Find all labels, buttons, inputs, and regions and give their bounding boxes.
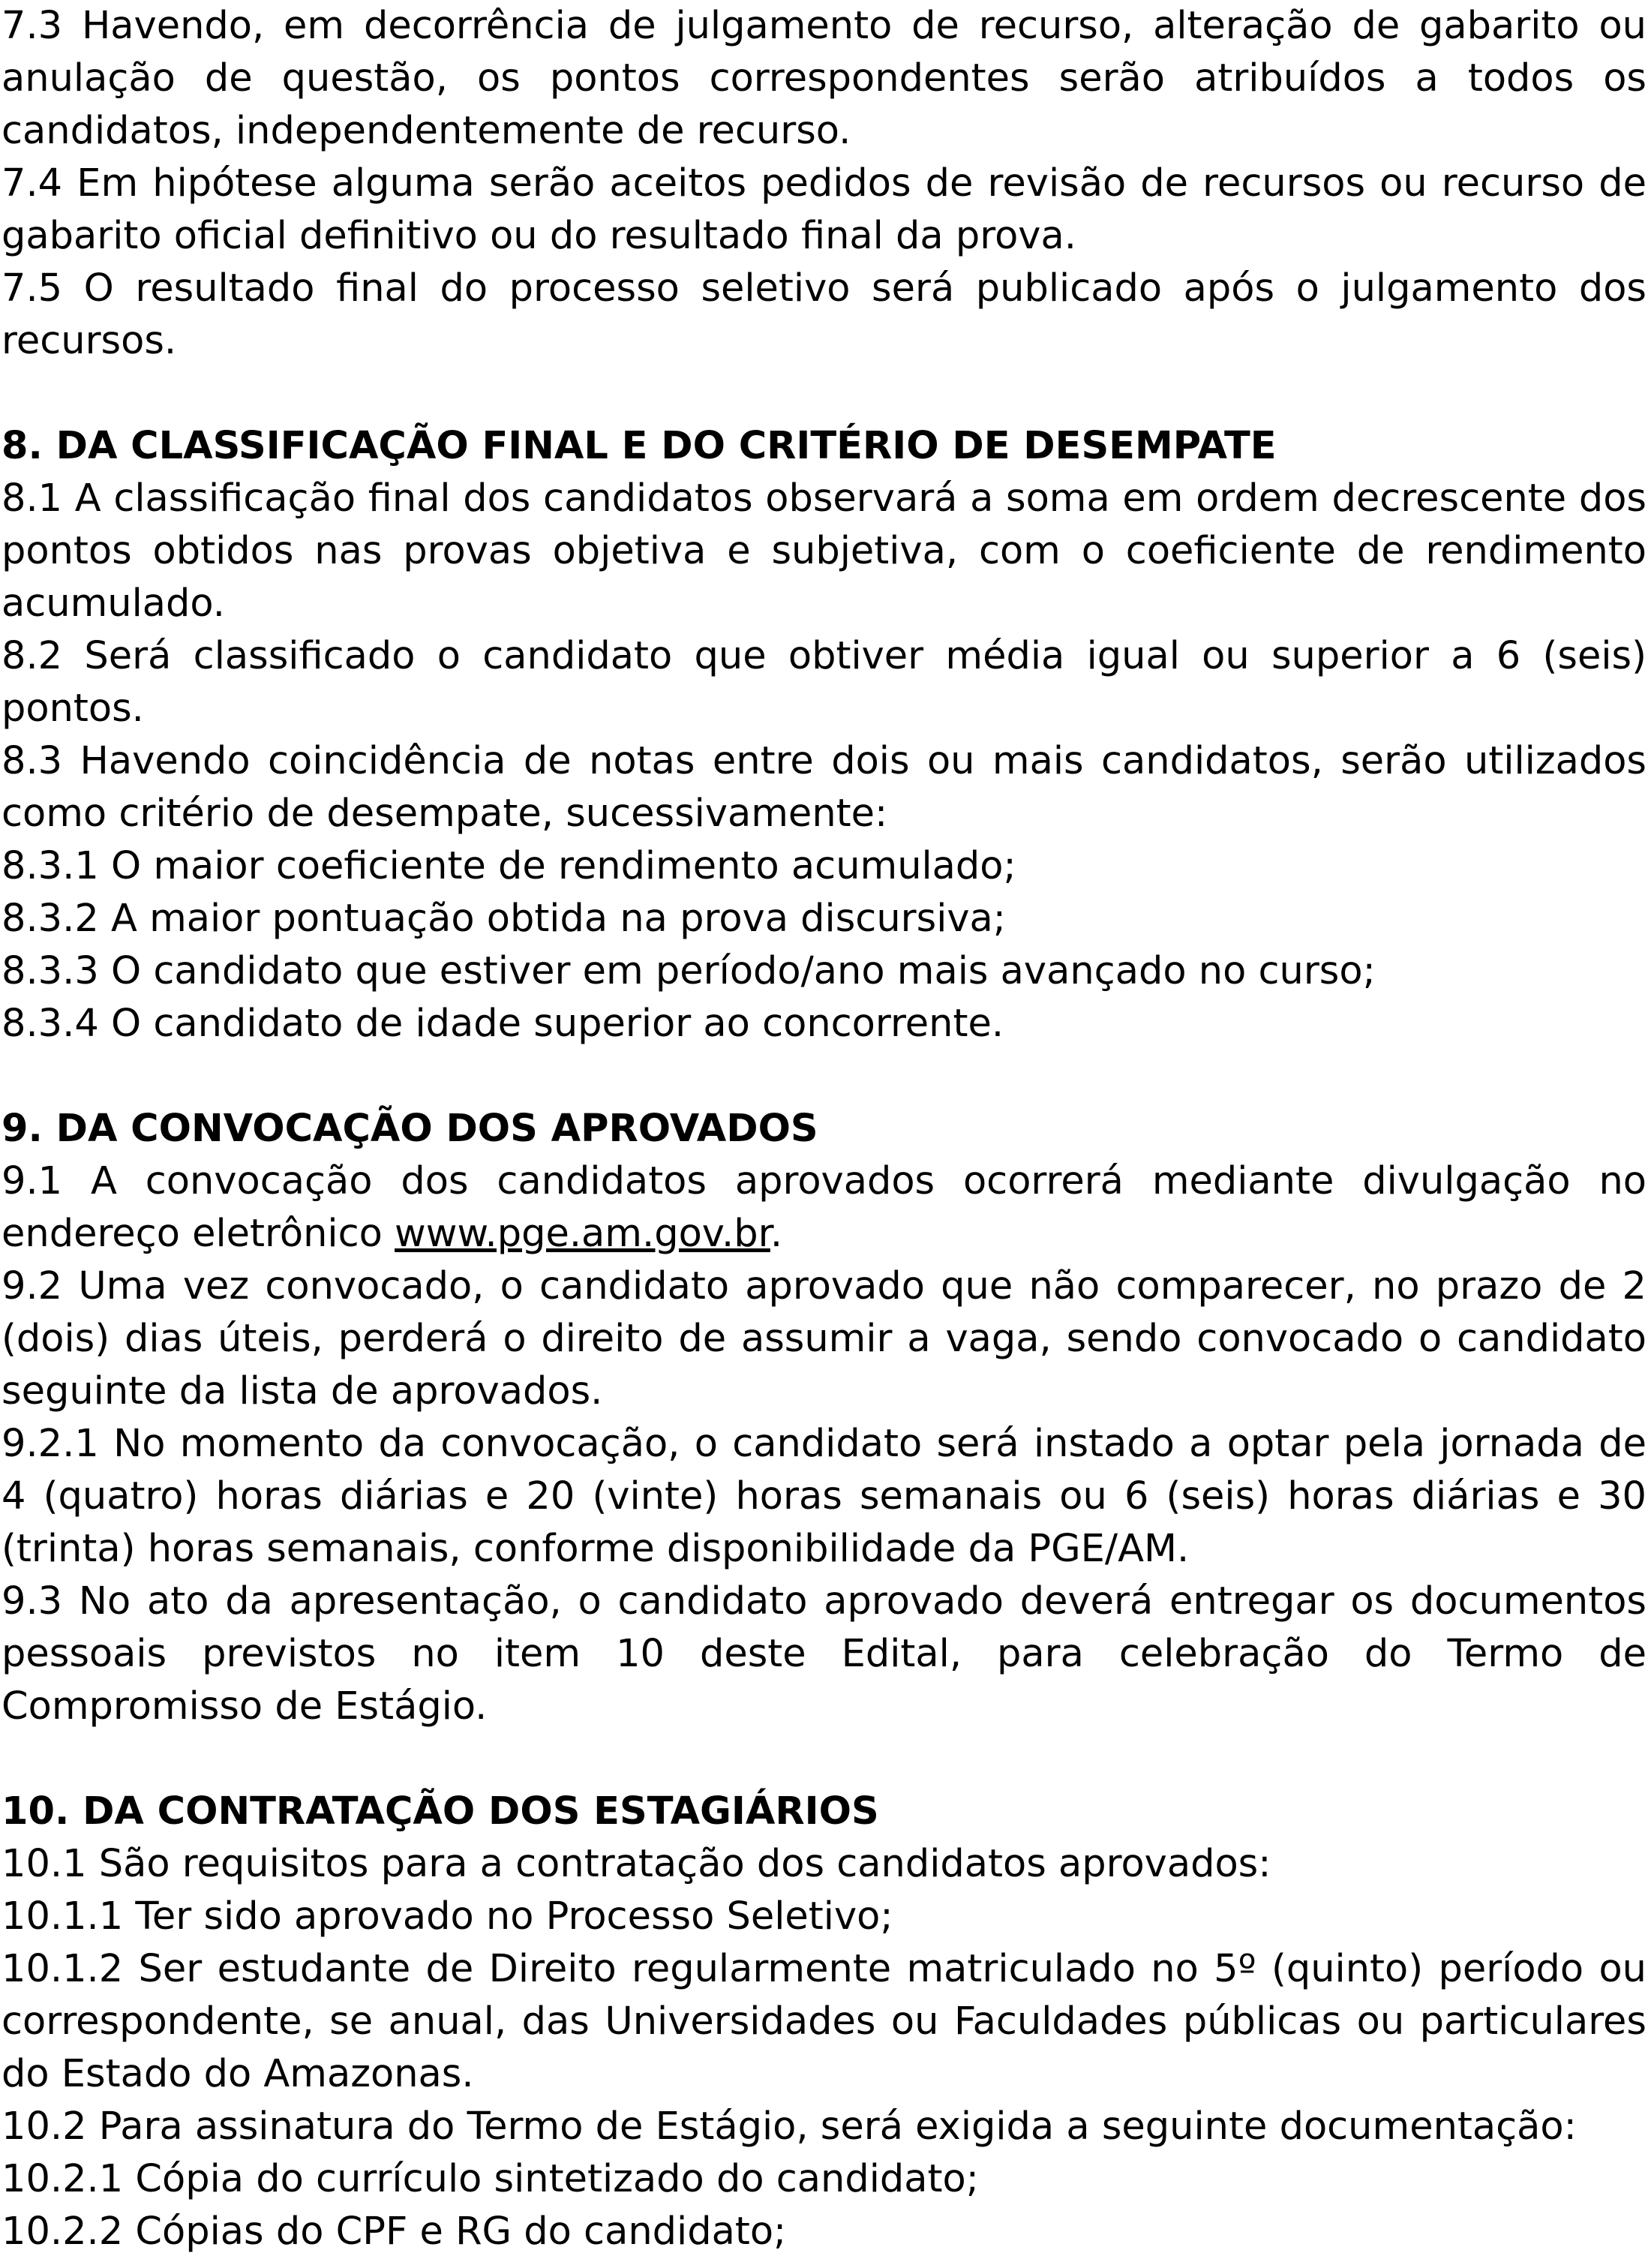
paragraph-8-3-2: 8.3.2 A maior pontuação obtida na prova discursiva;	[2, 897, 1006, 941]
paragraph-10-2-1: 10.2.1 Cópia do currículo sintetizado do candidato;	[2, 2157, 979, 2201]
paragraph-8-3-3: 8.3.3 O candidato que estiver em período/ano mais avançado no curso;	[2, 949, 1376, 993]
paragraph-10-1: 10.1 São requisitos para a contratação dos candidatos aprovados:	[2, 1842, 1271, 1886]
paragraph-9-2: 9.2 Uma vez convocado, o candidato aprovado que não comparecer, no prazo de 2 (dois) dias úteis, perderá o direito de assumir a vaga, sendo convocado o candidato seguinte da lista de aprovados.	[2, 1264, 1646, 1413]
paragraph-10-1-2: 10.1.2 Ser estudante de Direito regularmente matriculado no 5º (quinto) período ou correspondente, se anual, das Universidades ou Faculdades públicas ou particulares do Estado do Amazonas.	[2, 1947, 1646, 2096]
paragraph-7-4: 7.4 Em hipótese alguma serão aceitos pedidos de revisão de recursos ou recurso de gabarito oficial definitivo ou do resultado final da prova.	[2, 161, 1646, 258]
paragraph-8-1: 8.1 A classificação final dos candidatos observará a soma em ordem decrescente dos pontos obtidos nas provas objetiva e subjetiva, com o coeficiente de rendimento acumulado.	[2, 476, 1646, 626]
spacer	[2, 1733, 1646, 1786]
section-10-heading: 10. DA CONTRATAÇÃO DOS ESTAGIÁRIOS	[2, 1789, 879, 1834]
paragraph-8-2: 8.2 Será classificado o candidato que obtiver média igual ou superior a 6 (seis) pontos.	[2, 634, 1646, 731]
paragraph-8-3-4: 8.3.4 O candidato de idade superior ao concorrente.	[2, 1002, 1004, 1046]
spacer	[2, 368, 1646, 420]
paragraph-10-2-2: 10.2.2 Cópias do CPF e RG do candidato;	[2, 2209, 787, 2254]
paragraph-9-3: 9.3 No ato da apresentação, o candidato aprovado deverá entregar os documentos pessoais previstos no item 10 deste Edital, para celebração do Termo de Compromisso de Estágio.	[2, 1579, 1646, 1729]
paragraph-7-3: 7.3 Havendo, em decorrência de julgamento de recurso, alteração de gabarito ou anulação de questão, os pontos correspondentes serão atribuídos a todos os candidatos, independentemente de recurso.	[2, 4, 1646, 153]
paragraph-10-1-1: 10.1.1 Ter sido aprovado no Processo Seletivo;	[2, 1894, 893, 1939]
paragraph-9-1-text: 9.1 A convocação dos candidatos aprovados ocorrerá mediante divulgação no endereço eletrônico	[2, 1159, 1646, 1256]
paragraph-8-3: 8.3 Havendo coincidência de notas entre dois ou mais candidatos, serão utilizados como critério de desempate, sucessivamente:	[2, 739, 1646, 836]
paragraph-8-3-1: 8.3.1 O maior coeficiente de rendimento acumulado;	[2, 844, 1016, 888]
paragraph-10-2: 10.2 Para assinatura do Termo de Estágio, será exigida a seguinte documentação:	[2, 2104, 1577, 2149]
pge-website-link[interactable]: www.pge.am.gov.br	[395, 1212, 770, 1256]
paragraph-7-5: 7.5 O resultado final do processo seletivo será publicado após o julgamento dos recursos.	[2, 266, 1646, 363]
paragraph-9-2-1: 9.2.1 No momento da convocação, o candidato será instado a optar pela jornada de 4 (quatro) horas diárias e 20 (vinte) horas semanais ou 6 (seis) horas diárias e 30 (trinta) horas semanais, conforme disponibilidade da PGE/AM.	[2, 1422, 1646, 1571]
section-9-heading: 9. DA CONVOCAÇÃO DOS APROVADOS	[2, 1107, 818, 1151]
paragraph-9-1	[2, 1155, 1646, 1260]
spacer	[2, 1050, 1646, 1103]
paragraph-9-1-period: .	[770, 1212, 783, 1256]
section-8-heading: 8. DA CLASSIFICAÇÃO FINAL E DO CRITÉRIO DE DESEMPATE	[2, 424, 1277, 468]
